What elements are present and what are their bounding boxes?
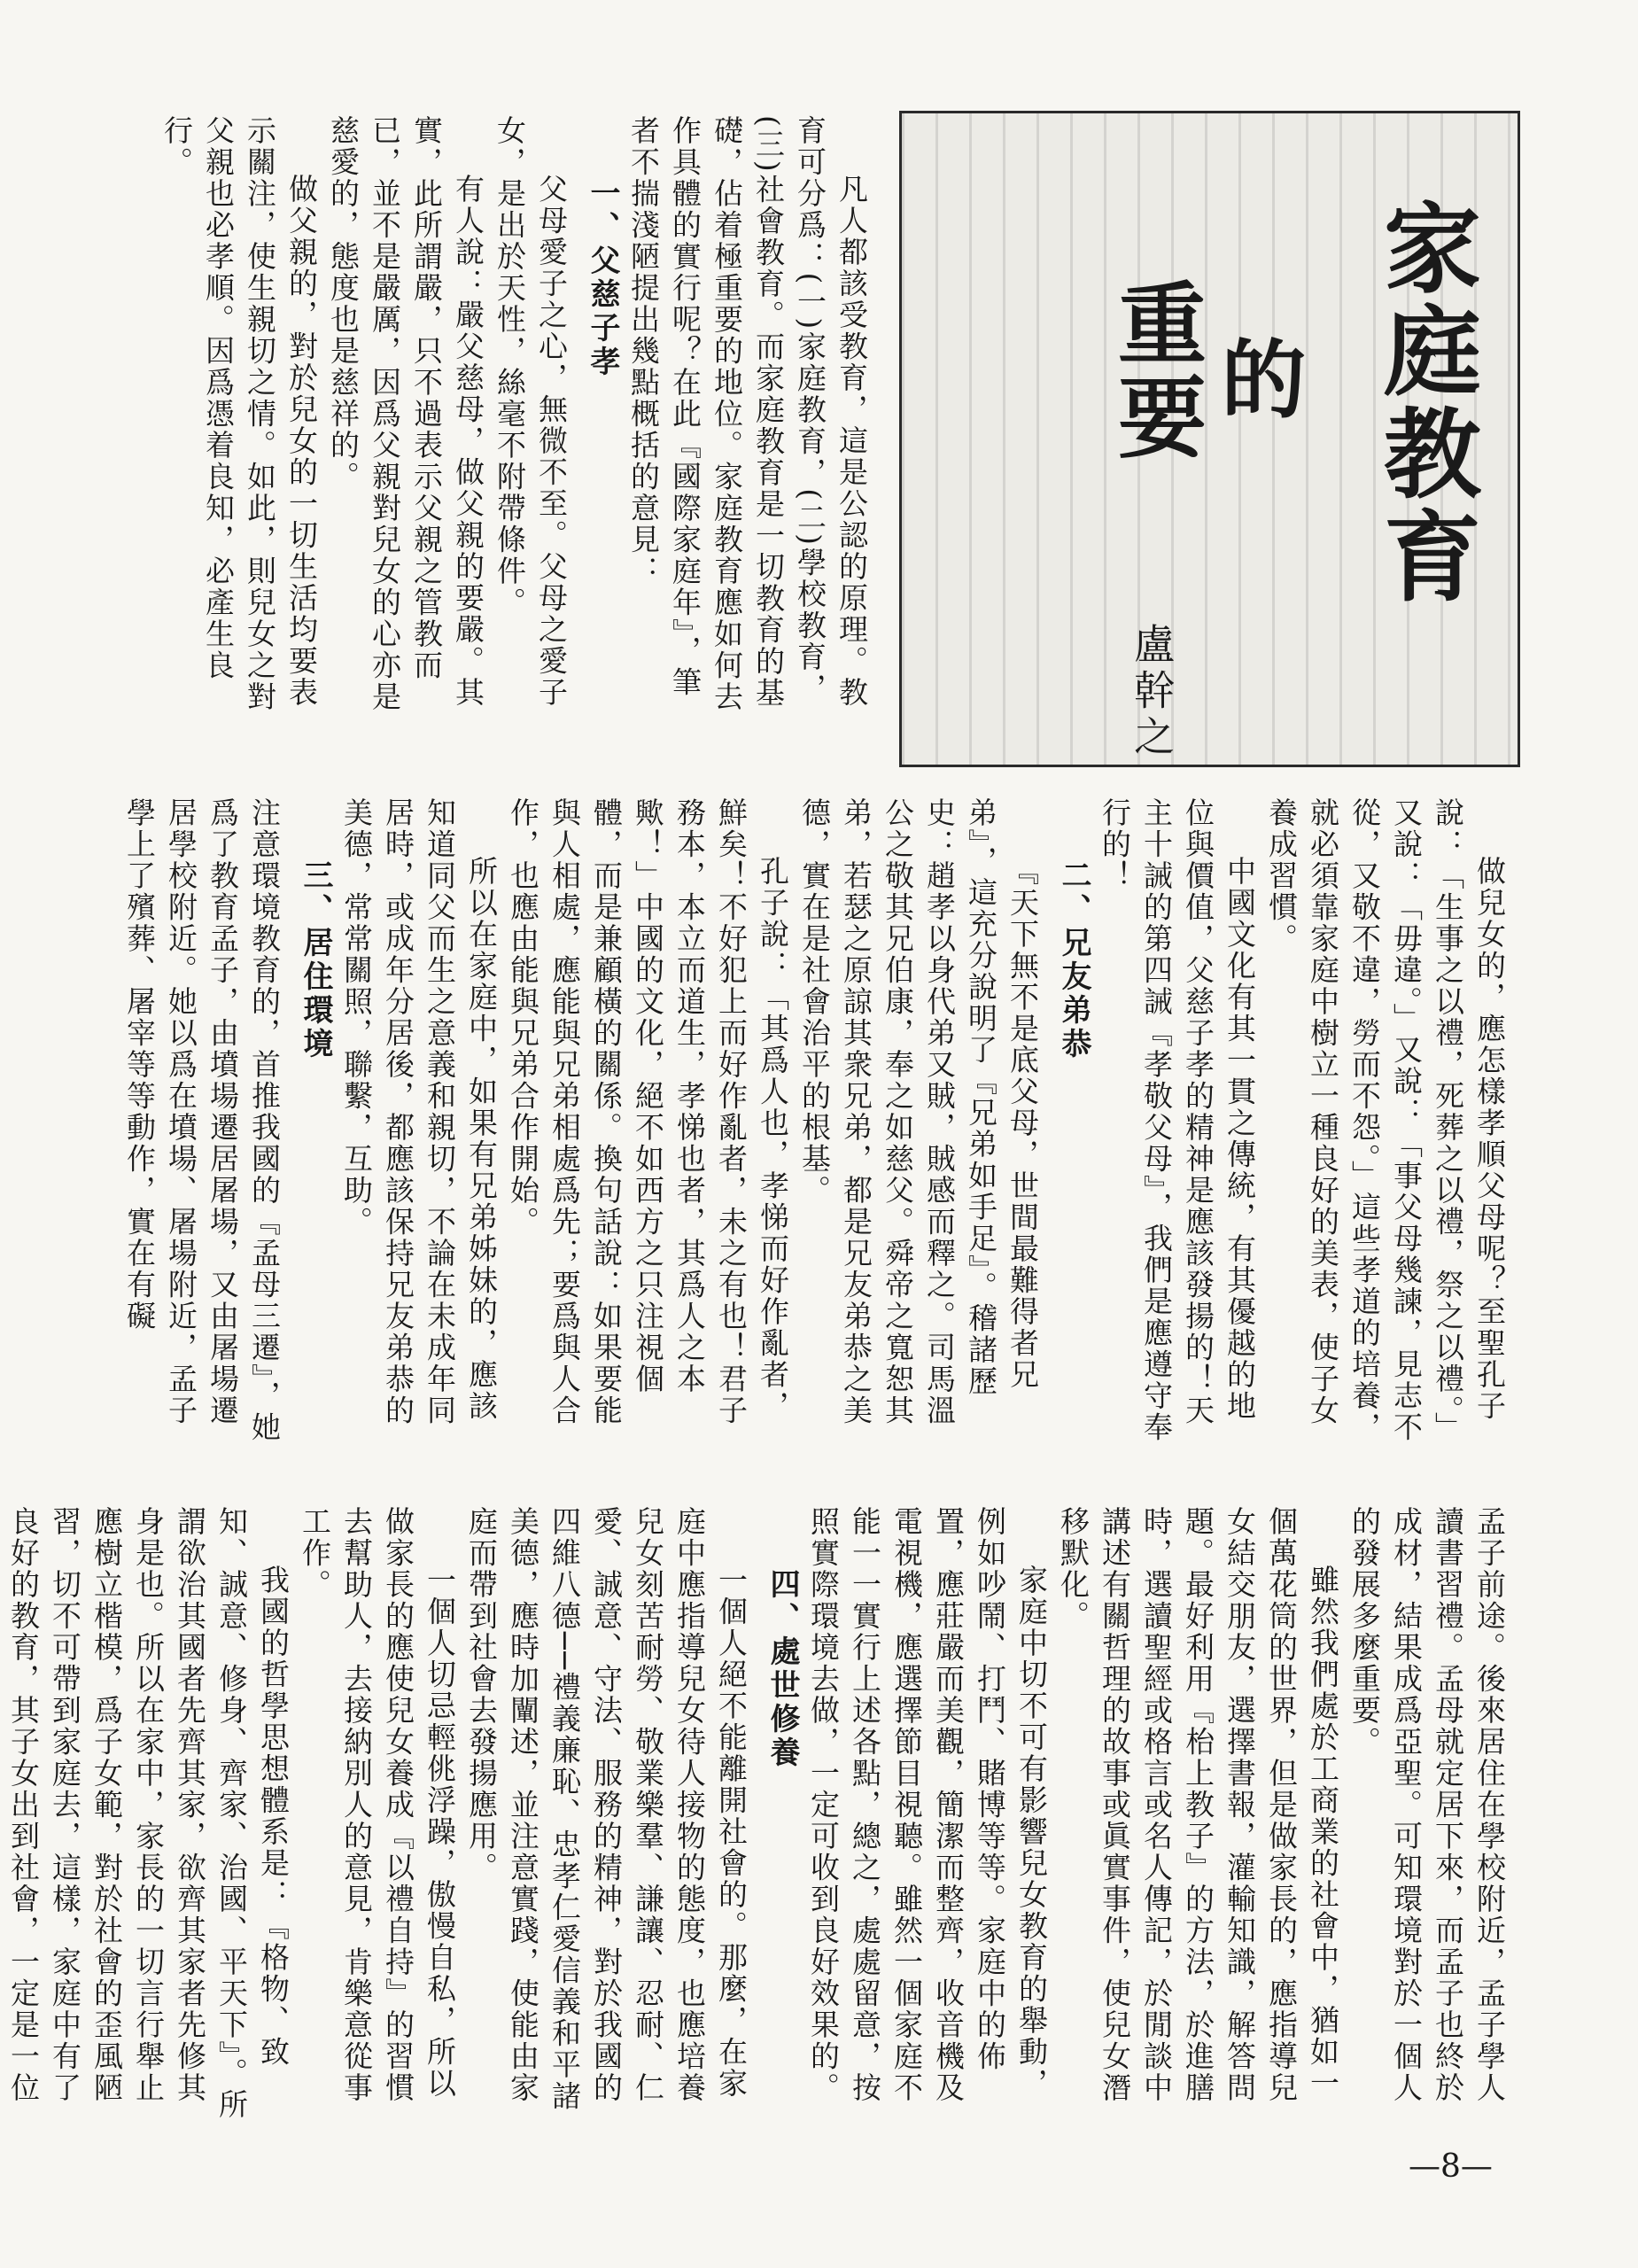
paragraph: 一個人切忌輕佻浮躁，傲慢自私，所以做家長的應使兒女養成『以禮自持』的習慣去幫助人，去接納別人的意見，肯樂意從事工作。 — [298, 1506, 457, 2104]
section-heading-2: 二、兄友弟恭 — [1056, 859, 1091, 1061]
article-title-continued: 重要 — [1103, 277, 1207, 465]
text-band-3 — [6, 1506, 1510, 2126]
paragraph: 做父親的，對於兒女的一切生活均要表示關注，使生親切之情。如此，則兒女之對父親也必孝順。因爲憑着良知，必產生良行。 — [159, 115, 319, 713]
paragraph: 中國文化有其一貫之傳統，有其優越的地位與價值，父慈子孝的精神是應該發揚的！天主十誡的第四誡『孝敬父母』，我們是應遵守奉行的！ — [1098, 797, 1257, 1443]
paragraph: 我國的哲學思想體系是：『格物、致知、誠意、修身、齊家、治國、平天下』。所謂欲治其國者先齊其家，欲齊其家者先修其身是也。所以在家中，家長的一切言行舉止應樹立楷模，爲子女範，對於社會的歪風陋習，切不可帶到家庭去，這樣，家庭中有了良好的教育，其子女出到社會，一定是一位 — [6, 1506, 291, 2121]
section-heading-3: 三、居住環境 — [298, 859, 333, 1061]
page-number: —8— — [1409, 2148, 1493, 2185]
paragraph: 雖然我們處於工商業的社會中，猶如一個萬花筒的世界，但是做家長的，應指導兒女結交朋友，選擇書報，灌輸知識，解答問題。最好利用『枱上教子』的方法，於進膳時，選讀聖經或格言或名人傳記，於閒談中講述有關哲理的故事或眞實事件，使兒女潛移默化。 — [1056, 1506, 1340, 2104]
paragraph: 父母愛子之心，無微不至。父母之愛子女，是出於天性，絲毫不附帶條件。 — [493, 115, 569, 709]
paragraph: 『天下無不是底父母，世間最難得者兄弟』，這充分說明了『兄弟如手足』。稽諸歷史：趙孝以身代弟又賊，賊感而釋之。司馬溫公之敬其兄伯康，奉之如慈父。舜帝之寬恕其弟，若瑟之原諒其衆兄弟，都是兄友弟恭之美德，實在是社會治平的根基。 — [797, 797, 1040, 1426]
paragraph: 孟子前途。後來居住在學校附近，孟子學人讀書習禮。孟母就定居下來，而孟子也終於成材，結果成爲亞聖。可知環境對於一個人的發展多麼重要。 — [1347, 1506, 1507, 2104]
article-title-particle: 的 — [1207, 335, 1307, 420]
text-band-1 — [142, 115, 873, 718]
paragraph: 孔子說：「其爲人也，孝悌而好作亂者，鮮矣！不好犯上而好作亂者，未之有也！君子務本，本立而道生，孝悌也者，其爲人之本歟！」中國的文化，絕不如西方之只注視個體，而是兼顧橫的關係。換句話說：如果要能與人相處，應能與兄弟相處爲先；要爲與人合作，也應由能與兄弟合作開始。 — [506, 797, 790, 1426]
paragraph: 注意環境教育的，首推我國的『孟母三遷』，她爲了教育孟子，由墳場遷居屠場，又由屠場遷居學校附近。她以爲在墳場、屠場附近，孟子學上了殯葬、屠宰等等動作，實在有礙 — [122, 797, 282, 1443]
paragraph: 家庭中切不可有影響兒女教育的舉動，例如吵鬧、打鬥、賭博等等。家庭中的佈置，應莊嚴而美觀，簡潔而整齊，收音機及電視機，應選擇節目視聽。雖然一個家庭不能一一實行上述各點，總之，處處留意，按照實際環境去做，一定可收到良好效果的。 — [806, 1506, 1049, 2104]
paragraph: 所以在家庭中，如果有兄弟姊妹的，應該知道同父而生之意義和親切，不論在未成年同居時，或成年分居後，都應該保持兄友弟恭的美德，常常關照，聯繫，互助。 — [339, 797, 499, 1426]
paragraph: 一個人絕不能離開社會的。那麼，在家庭中應指導兒女待人接物的態度，也應培養兒女刻苦耐勞、敬業樂羣、謙讓、忍耐、仁愛、誠意、守法、服務的精神，對於我國的四維八德──禮義廉恥、忠孝仁愛信義和平諸美德，應時加闡述，並注意實踐，使能由家庭而帶到社會去發揚應用。 — [464, 1506, 749, 2112]
paragraph: 做兒女的，應怎樣孝順父母呢？至聖孔子說：「生事之以禮，死葬之以禮，祭之以禮。」又說：「毋違。」又說：「事父母幾諫，見志不從，又敬不違，勞而不怨。」這些孝道的培養，就必須靠家庭中樹立一種良好的美表，使子女養成習慣。 — [1264, 797, 1507, 1443]
author-name: 盧幹之 — [1128, 623, 1176, 761]
text-band-2 — [122, 797, 1510, 1444]
section-heading-4: 四、處世修養 — [765, 1568, 800, 1770]
section-heading-1: 一、父慈子孝 — [585, 177, 620, 379]
title-box — [899, 111, 1520, 767]
article-title: 家庭教育 — [1368, 198, 1481, 609]
paragraph: 有人說：嚴父慈母，做父親的要嚴。其實，此所謂嚴，只不過表示父親之管教而已，並不是嚴厲，因爲父親對兒女的心亦是慈愛的，態度也是慈祥的。 — [326, 115, 485, 713]
intro-paragraph: 凡人都該受教育，這是公認的原理。教育可分爲：(一)家庭教育，(二)學校教育，(三)社會教育。而家庭教育是一切教育的基礎，佔着極重要的地位。家庭教育應如何去作具體的實行呢？在此『國際家庭年』，筆者不揣淺陋提出幾點概括的意見： — [626, 115, 869, 713]
